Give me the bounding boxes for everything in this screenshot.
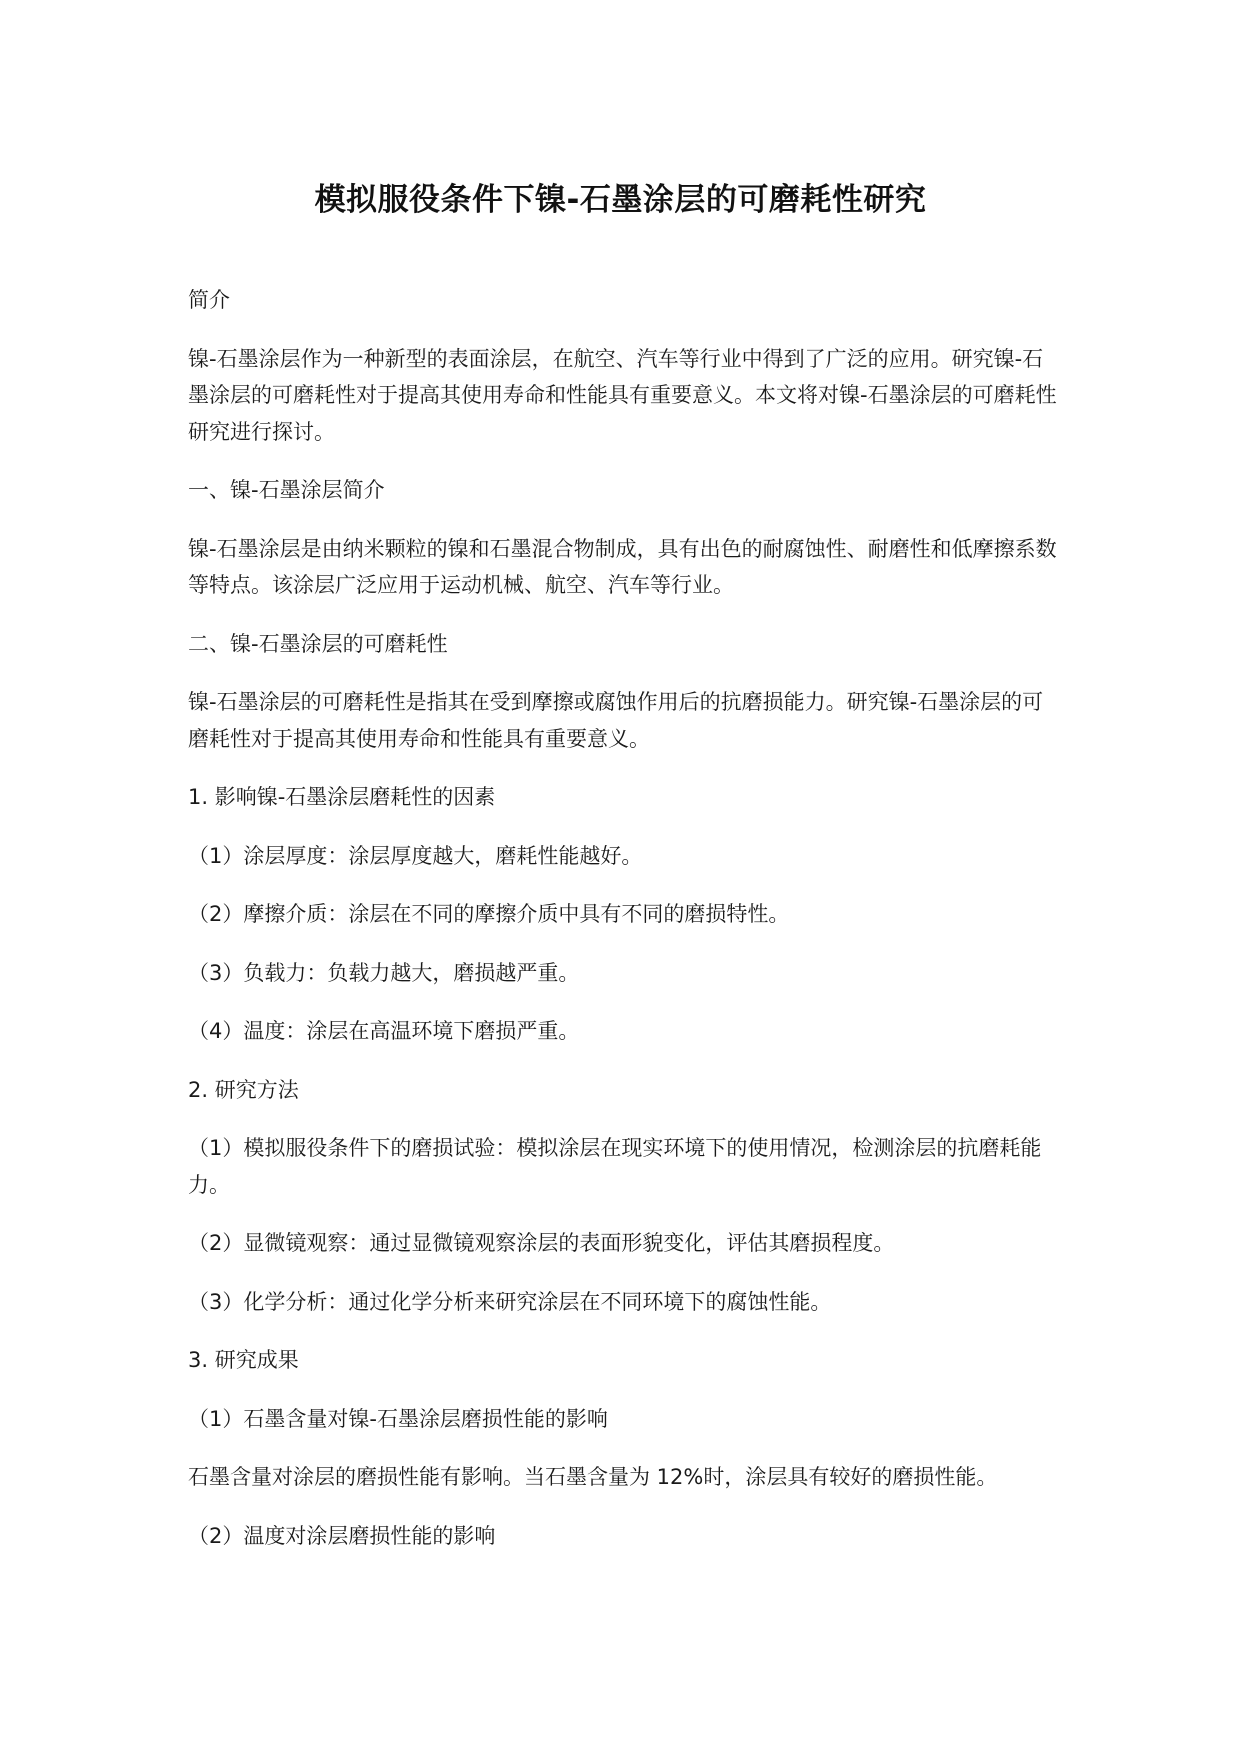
section-heading-1: 一、镍-石墨涂层简介 bbox=[188, 478, 385, 502]
list-item-factor: （2）摩擦介质：涂层在不同的摩擦介质中具有不同的磨损特性。 bbox=[188, 902, 790, 926]
section-heading-2: 二、镍-石墨涂层的可磨耗性 bbox=[188, 631, 448, 656]
list-item-factor: （4）温度：涂层在高温环境下磨损严重。 bbox=[188, 1019, 580, 1043]
subsection-heading-factors: 1. 影响镍-石墨涂层磨耗性的因素 bbox=[188, 785, 496, 809]
list-item-factor: （3）负载力：负载力越大，磨损越严重。 bbox=[188, 960, 580, 985]
paragraph-section-2: 镍-石墨涂层的可磨耗性是指其在受到摩擦或腐蚀作用后的抗磨损能力。研究镍-石墨涂层的可磨耗性对于提高其使用寿命和性能具有重要意义。 bbox=[188, 690, 1044, 751]
paragraph-intro: 镍-石墨涂层作为一种新型的表面涂层，在航空、汽车等行业中得到了广泛的应用。研究镍-石墨涂层的可磨耗性对于提高其使用寿命和性能具有重要意义。本文将对镍-石墨涂层的可磨耗性研究进行探讨。 bbox=[188, 346, 1057, 444]
section-heading-intro: 简介 bbox=[188, 288, 230, 312]
list-item-method: （2）显微镜观察：通过显微镜观察涂层的表面形貌变化，评估其磨损程度。 bbox=[188, 1231, 895, 1255]
subsection-heading-methods: 2. 研究方法 bbox=[188, 1077, 299, 1102]
paragraph-result: 石墨含量对涂层的磨损性能有影响。当石墨含量为 12%时，涂层具有较好的磨损性能。 bbox=[188, 1465, 998, 1489]
document-body bbox=[188, 282, 1058, 1576]
list-item-method: （1）模拟服役条件下的磨损试验：模拟涂层在现实环境下的使用情况，检测涂层的抗磨耗能力。 bbox=[188, 1136, 1042, 1197]
document-title: 模拟服役条件下镍-石墨涂层的可磨耗性研究 bbox=[314, 182, 927, 218]
paragraph-section-1: 镍-石墨涂层是由纳米颗粒的镍和石墨混合物制成，具有出色的耐腐蚀性、耐磨性和低摩擦系数等特点。该涂层广泛应用于运动机械、航空、汽车等行业。 bbox=[188, 536, 1057, 597]
list-item-method: （3）化学分析：通过化学分析来研究涂层在不同环境下的腐蚀性能。 bbox=[188, 1289, 832, 1314]
list-item-factor: （1）涂层厚度：涂层厚度越大，磨耗性能越好。 bbox=[188, 843, 643, 868]
list-item-result: （1）石墨含量对镍-石墨涂层磨损性能的影响 bbox=[188, 1406, 608, 1431]
subsection-heading-results: 3. 研究成果 bbox=[188, 1348, 299, 1372]
list-item-result: （2）温度对涂层磨损性能的影响 bbox=[188, 1523, 496, 1548]
